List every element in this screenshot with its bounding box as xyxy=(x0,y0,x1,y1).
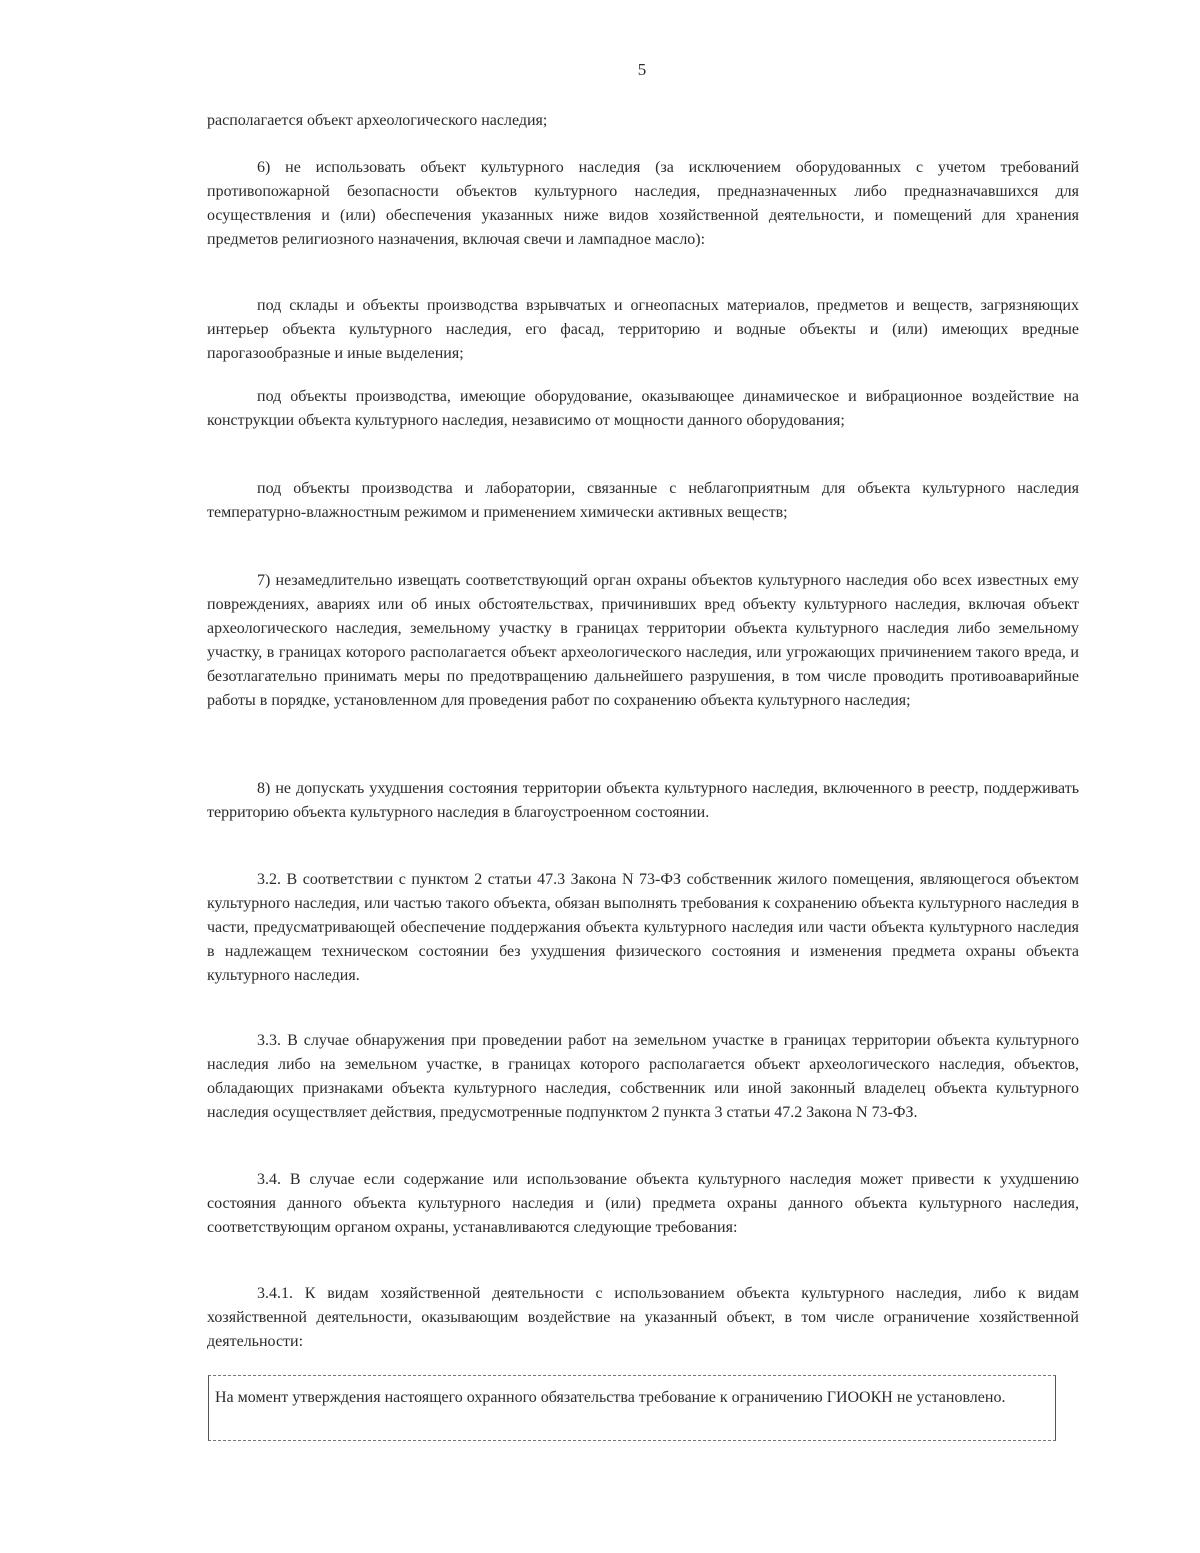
notice-text: На момент утверждения настоящего охранного обязательства требование к ограничению ГИООКН не установлено. xyxy=(215,1389,1006,1406)
paragraph-production-equipment: под объекты производства, имеющие оборудование, оказывающее динамическое и вибрационное воздействие на конструкции объекта культурного наследия, независимо от мощности данного оборудования; xyxy=(207,388,1079,429)
paragraph-continuation: располагается объект археологического наследия; xyxy=(207,112,548,129)
paragraph-laboratories: под объекты производства и лаборатории, связанные с неблагоприятным для объекта культурного наследия температурно-влажностным режимом и применением химически активных веществ; xyxy=(207,480,1079,521)
paragraph-3-2: 3.2. В соответствии с пунктом 2 статьи 47.3 Закона N 73-ФЗ собственник жилого помещения, являющегося объектом культурного наследия, или частью такого объекта, обязан выполнять требования к сохранению объекта культурного наследия в части, предусматривающей обеспечение поддержания объекта культурного наследия или части объекта культурного наследия в надлежащем техническом состоянии без ухудшения физического состояния и изменения предмета охраны объекта культурного наследия. xyxy=(207,871,1079,984)
paragraph-item-8: 8) не допускать ухудшения состояния территории объекта культурного наследия, включенного в реестр, поддерживать территорию объекта культурного наследия в благоустроенном состоянии. xyxy=(207,780,1079,821)
paragraph-warehouses: под склады и объекты производства взрывчатых и огнеопасных материалов, предметов и веществ, загрязняющих интерьер объекта культурного наследия, его фасад, территорию и водные объекты и (или) имеющих вредные парогазообразные и иные выделения; xyxy=(207,297,1079,362)
page-number: 5 xyxy=(637,60,647,79)
paragraph-item-7: 7) незамедлительно извещать соответствующий орган охраны объектов культурного наследия обо всех известных ему повреждениях, авариях или об иных обстоятельствах, причинивших вред объекту культурного наследия, включая объект археологического наследия, земельному участку в границах территории объекта культурного наследия либо земельному участку, в границах которого располагается объект археологического наследия, или угрожающих причинением такого вреда, и безотлагательно принимать меры по предотвращению дальнейшего разрушения, в том числе проводить противоаварийные работы в порядке, установленном для проведения работ по сохранению объекта культурного наследия; xyxy=(207,572,1079,709)
paragraph-3-4: 3.4. В случае если содержание или использование объекта культурного наследия может привести к ухудшению состояния данного объекта культурного наследия и (или) предмета охраны данного объекта культурного наследия, соответствующим органом охраны, устанавливаются следующие требования: xyxy=(207,1171,1079,1236)
paragraph-item-6: 6) не использовать объект культурного наследия (за исключением оборудованных с учетом требований противопожарной безопасности объектов культурного наследия, предназначенных либо предназначавшихся для осуществления и (или) обеспечения указанных ниже видов хозяйственной деятельности, и помещений для хранения предметов религиозного назначения, включая свечи и лампадное масло): xyxy=(207,159,1079,248)
notice-box xyxy=(208,1375,1056,1441)
paragraph-3-3: 3.3. В случае обнаружения при проведении работ на земельном участке в границах территории объекта культурного наследия либо на земельном участке, в границах которого располагается объект археологического наследия, объектов, обладающих признаками объекта культурного наследия, собственник или иной законный владелец объекта культурного наследия осуществляет действия, предусмотренные подпунктом 2 пункта 3 статьи 47.2 Закона N 73-ФЗ. xyxy=(207,1032,1079,1121)
paragraph-3-4-1: 3.4.1. К видам хозяйственной деятельности с использованием объекта культурного наследия, либо к видам хозяйственной деятельности, оказывающим воздействие на указанный объект, в том числе ограничение хозяйственной деятельности: xyxy=(207,1285,1079,1350)
